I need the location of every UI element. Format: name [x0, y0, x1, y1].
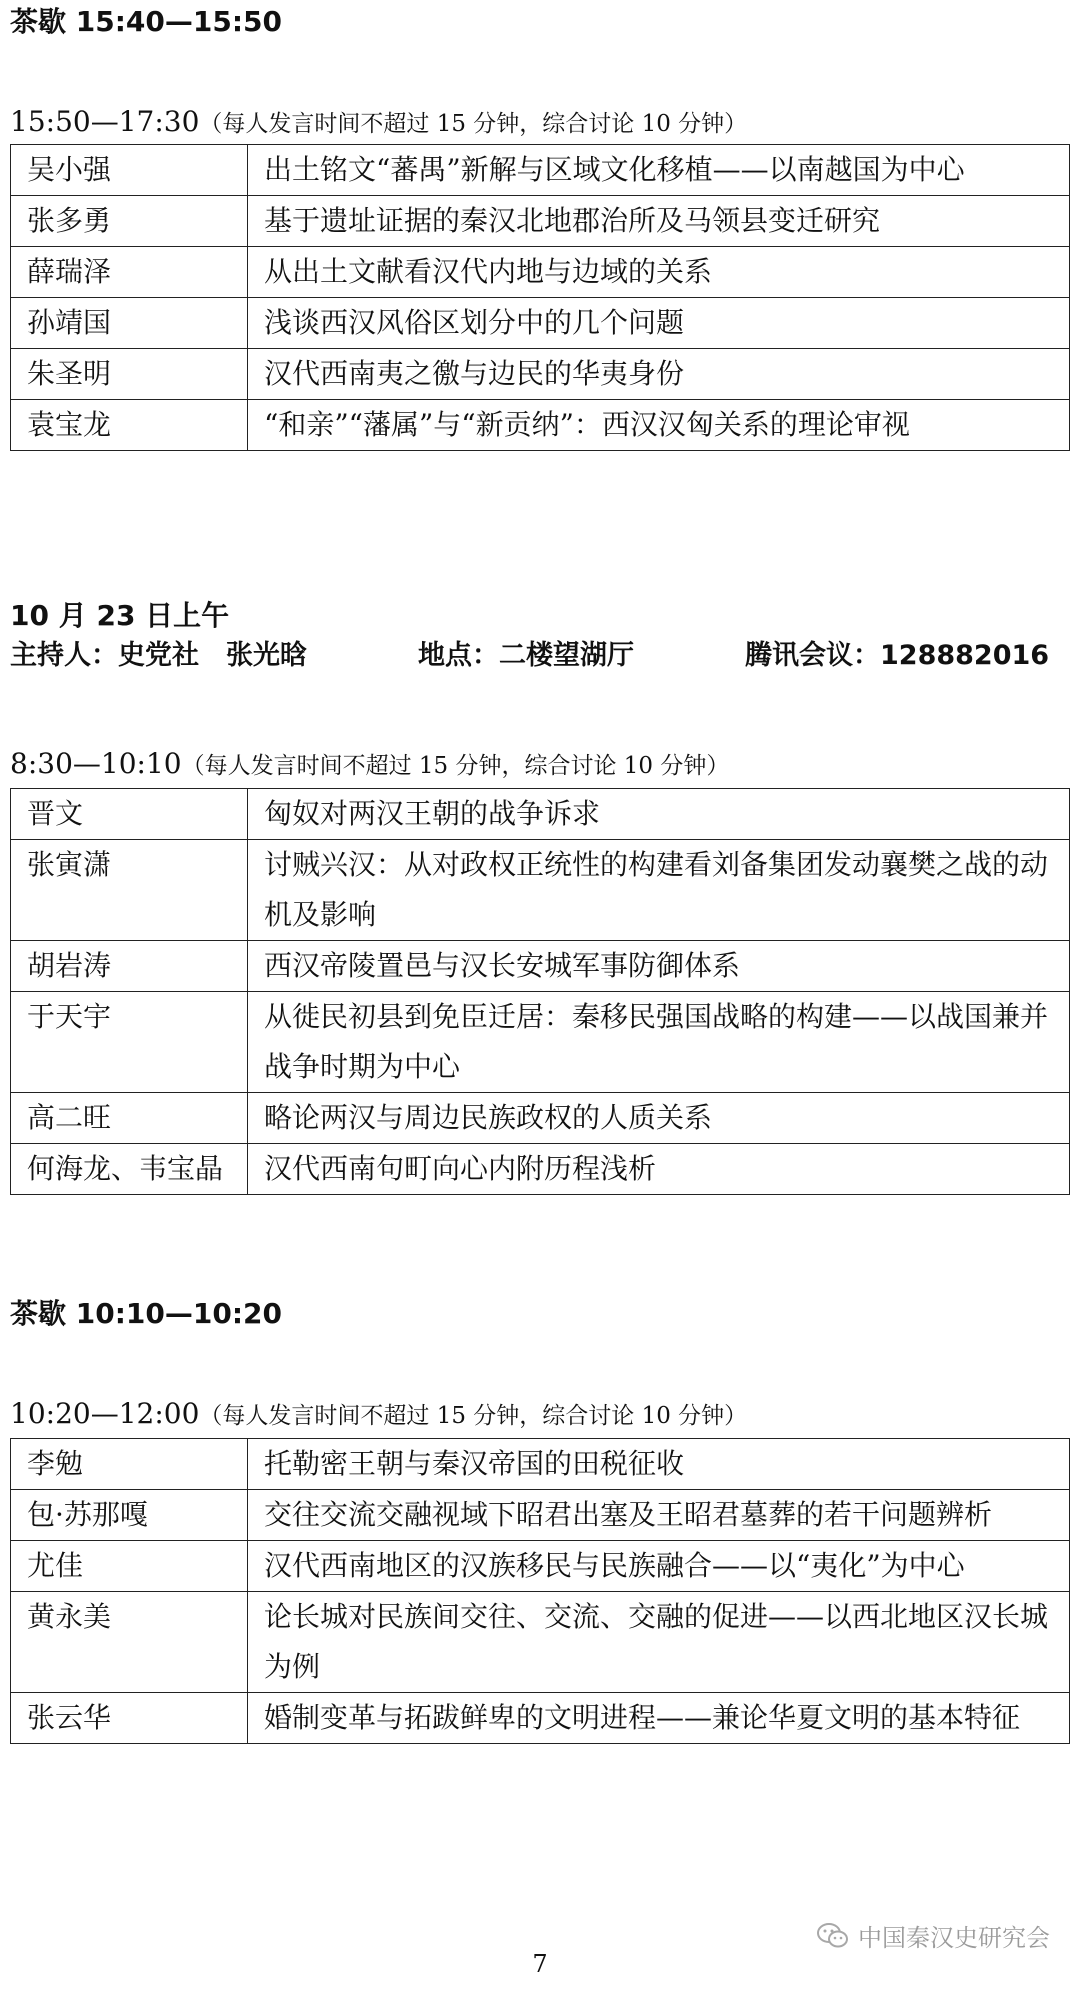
- table-row: [11, 400, 1070, 451]
- session-note: （每人发言时间不超过 15 分钟，综合讨论 10 分钟）: [181, 753, 730, 779]
- speaker-name: 胡岩涛: [11, 941, 248, 992]
- speaker-name: 孙靖国: [11, 298, 248, 349]
- paper-title: 从出土文献看汉代内地与边域的关系: [248, 247, 1070, 298]
- paper-title: 浅谈西汉风俗区划分中的几个问题: [248, 298, 1070, 349]
- speaker-name: 尤佳: [11, 1541, 248, 1592]
- table-row: [11, 196, 1070, 247]
- speaker-name: 高二旺: [11, 1093, 248, 1144]
- paper-title: 讨贼兴汉：从对政权正统性的构建看刘备集团发动襄樊之战的动机及影响: [248, 840, 1070, 941]
- schedule-table-3: [10, 1438, 1070, 1744]
- page-number: 7: [532, 1950, 548, 1978]
- meeting-info: 腾讯会议：128882016: [745, 640, 1050, 671]
- day-heading: 10 月 23 日上午: [10, 599, 230, 632]
- table-row: [11, 298, 1070, 349]
- session-note: （每人发言时间不超过 15 分钟，综合讨论 10 分钟）: [199, 1403, 748, 1429]
- paper-title: 出土铭文“蕃禺”新解与区域文化移植——以南越国为中心: [248, 145, 1070, 196]
- paper-title: 基于遗址证据的秦汉北地郡治所及马领县变迁研究: [248, 196, 1070, 247]
- session-time: 15:50—17:30: [10, 105, 200, 138]
- table-row: [11, 1439, 1070, 1490]
- paper-title: 汉代西南句町向心内附历程浅析: [248, 1144, 1070, 1195]
- table-row: [11, 349, 1070, 400]
- speaker-name: 朱圣明: [11, 349, 248, 400]
- table-row: [11, 1490, 1070, 1541]
- table-row: [11, 1541, 1070, 1592]
- speaker-name: 张多勇: [11, 196, 248, 247]
- watermark: [816, 1918, 1050, 1953]
- break-heading-2: 茶歇 10:10—10:20: [10, 1297, 283, 1330]
- speaker-name: 李勉: [11, 1439, 248, 1490]
- table-row: [11, 941, 1070, 992]
- paper-title: 汉代西南夷之徼与边民的华夷身份: [248, 349, 1070, 400]
- speaker-name: 何海龙、韦宝晶: [11, 1144, 248, 1195]
- speaker-name: 于天宇: [11, 992, 248, 1093]
- paper-title: 论长城对民族间交往、交流、交融的促进——以西北地区汉长城为例: [248, 1592, 1070, 1693]
- break-heading-1: 茶歇 15:40—15:50: [10, 5, 283, 38]
- table-row: [11, 145, 1070, 196]
- paper-title: 从徙民初县到免臣迁居：秦移民强国战略的构建——以战国兼并战争时期为中心: [248, 992, 1070, 1093]
- table-row: [11, 1093, 1070, 1144]
- paper-title: 婚制变革与拓跋鲜卑的文明进程——兼论华夏文明的基本特征: [248, 1693, 1070, 1744]
- table-row: [11, 992, 1070, 1093]
- table-row: [11, 1144, 1070, 1195]
- paper-title: “和亲”“藩属”与“新贡纳”：西汉汉匈关系的理论审视: [248, 400, 1070, 451]
- table-row: [11, 247, 1070, 298]
- speaker-name: 薛瑞泽: [11, 247, 248, 298]
- schedule-table-2: [10, 788, 1070, 1195]
- session-header-1: [10, 104, 747, 142]
- paper-title: 交往交流交融视域下昭君出塞及王昭君墓葬的若干问题辨析: [248, 1490, 1070, 1541]
- paper-title: 西汉帝陵置邑与汉长安城军事防御体系: [248, 941, 1070, 992]
- paper-title: 匈奴对两汉王朝的战争诉求: [248, 789, 1070, 840]
- speaker-name: 黄永美: [11, 1592, 248, 1693]
- session-time: 10:20—12:00: [10, 1397, 200, 1430]
- session-note: （每人发言时间不超过 15 分钟，综合讨论 10 分钟）: [199, 111, 748, 137]
- paper-title: 托勒密王朝与秦汉帝国的田税征收: [248, 1439, 1070, 1490]
- schedule-table-1: [10, 144, 1070, 451]
- paper-title: 略论两汉与周边民族政权的人质关系: [248, 1093, 1070, 1144]
- speaker-name: 晋文: [11, 789, 248, 840]
- host-info: 主持人：史党社 张光晗: [10, 640, 307, 671]
- speaker-name: 张云华: [11, 1693, 248, 1744]
- speaker-name: 张寅潇: [11, 840, 248, 941]
- table-row: [11, 840, 1070, 941]
- table-row: [11, 789, 1070, 840]
- session-header-3: [10, 1396, 747, 1434]
- wechat-icon: [816, 1922, 850, 1950]
- watermark-text: 中国秦汉史研究会: [858, 1924, 1050, 1952]
- speaker-name: 包·苏那嘎: [11, 1490, 248, 1541]
- speaker-name: 吴小强: [11, 145, 248, 196]
- session-header-2: [10, 746, 729, 784]
- place-info: 地点：二楼望湖厅: [418, 640, 634, 671]
- speaker-name: 袁宝龙: [11, 400, 248, 451]
- paper-title: 汉代西南地区的汉族移民与民族融合——以“夷化”为中心: [248, 1541, 1070, 1592]
- session-time: 8:30—10:10: [10, 747, 182, 780]
- table-row: [11, 1693, 1070, 1744]
- table-row: [11, 1592, 1070, 1693]
